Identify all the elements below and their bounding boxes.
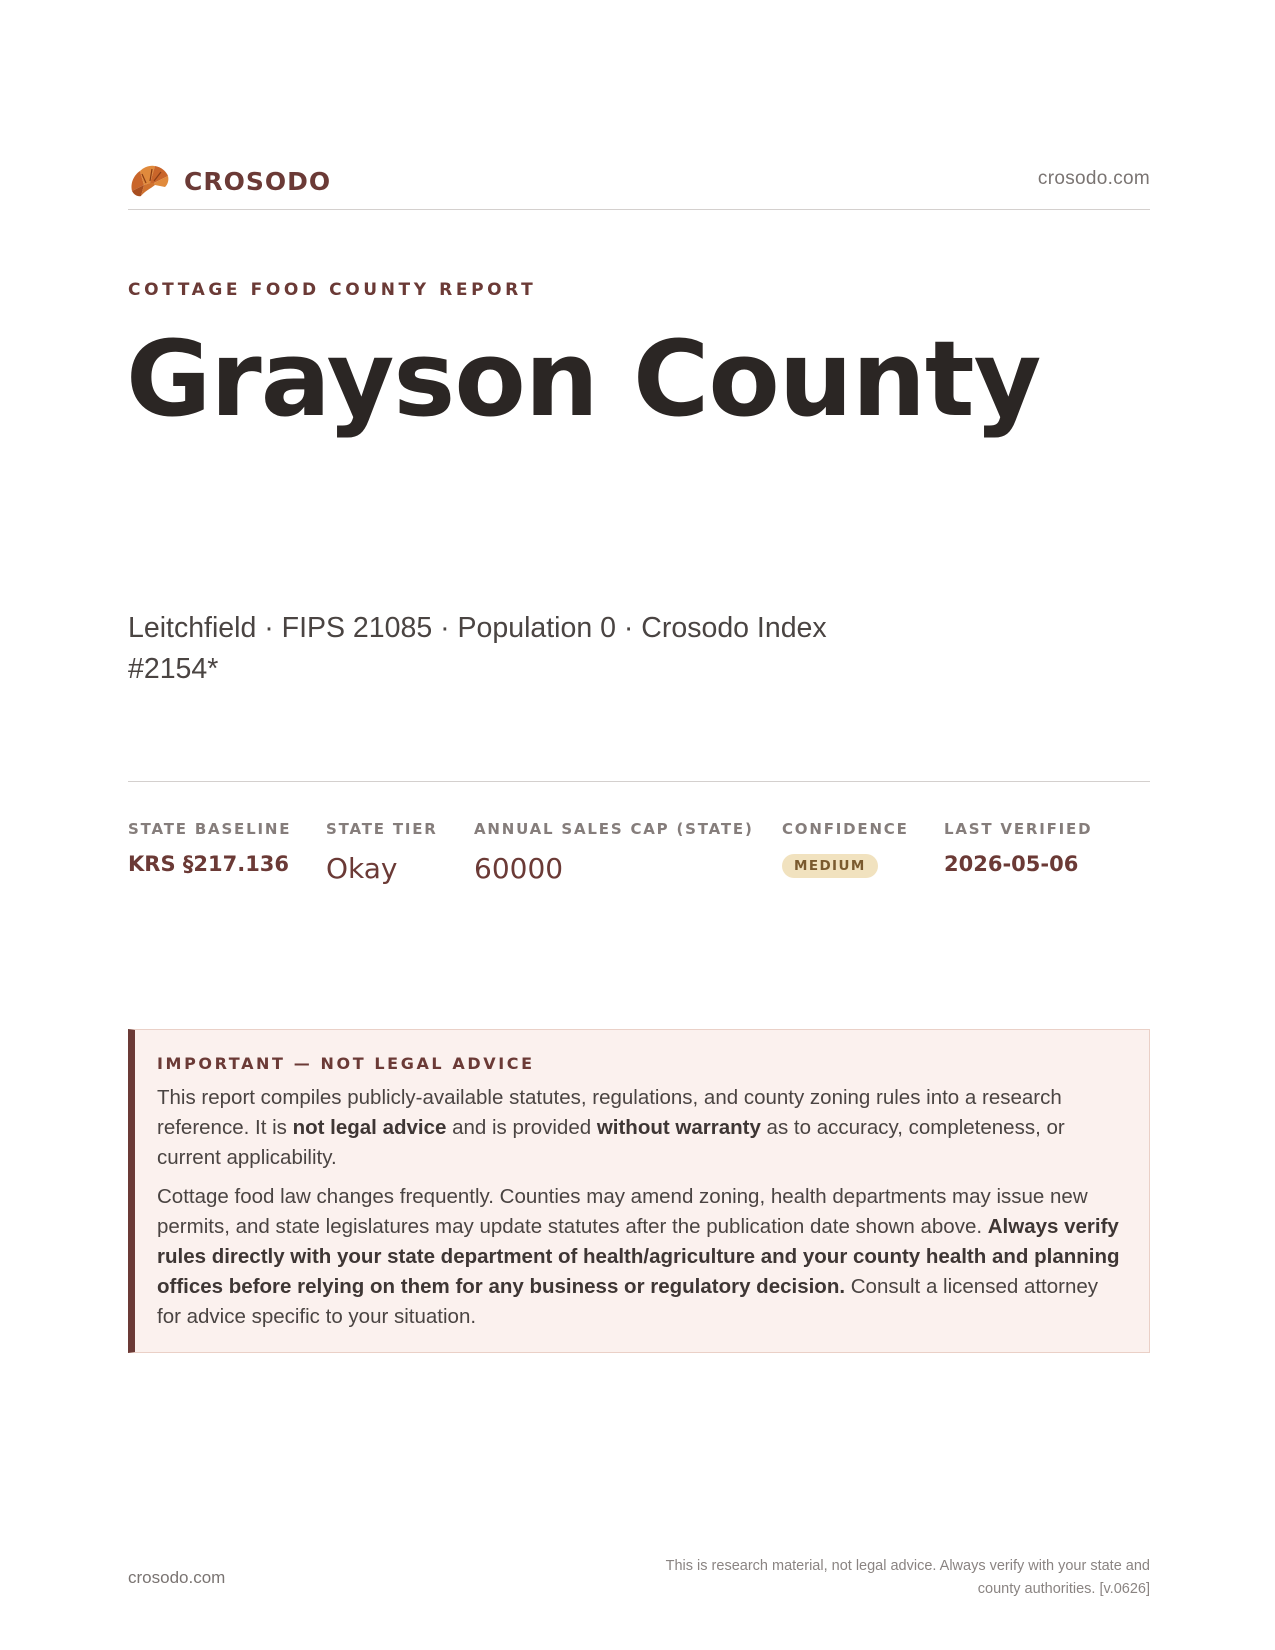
notice-text: and is provided — [446, 1116, 597, 1139]
legal-notice — [128, 1029, 1150, 1353]
meta-value: Okay — [326, 852, 398, 885]
notice-emphasis: without warranty — [596, 1116, 761, 1139]
report-page — [128, 0, 1150, 1650]
notice-emphasis: not legal advice — [292, 1116, 447, 1139]
brand[interactable] — [128, 161, 331, 201]
notice-text: This report compiles publicly-available statutes, regulations, and county zoning rules into a research reference. It is — [157, 1086, 1062, 1139]
notice-text: Consult a licensed attorney for advice specific to your situation. — [157, 1275, 1099, 1328]
meta-last-verified — [944, 820, 1092, 876]
meta-state-baseline — [128, 820, 291, 876]
meta-value: KRS §217.136 — [128, 852, 290, 876]
notice-text: as to accuracy, completeness, or current applicability. — [157, 1116, 1065, 1169]
notice-text: Cottage food law changes frequently. Counties may amend zoning, health departments may issue new permits, and state legislatures may update statutes after the publication date shown above. — [157, 1185, 1088, 1238]
footer-site-url[interactable]: crosodo.com — [128, 1568, 226, 1587]
notice-paragraph — [157, 1083, 1123, 1173]
page-header — [128, 158, 1150, 210]
footer-disclaimer: This is research material, not legal advice. Always verify with your state and county authorities. [v.0626] — [665, 1558, 1150, 1597]
meta-label: CONFIDENCE — [782, 820, 909, 838]
croissant-icon — [128, 161, 170, 201]
notice-title: IMPORTANT — NOT LEGAL ADVICE — [157, 1054, 535, 1073]
meta-state-tier — [326, 820, 438, 885]
notice-emphasis: Always verify rules directly with your state department of health/agriculture and your county health and planning offices before relying on them for any business or regulatory decision. — [157, 1215, 1120, 1298]
page-title: Grayson County — [126, 318, 1041, 440]
section-divider — [128, 781, 1150, 782]
meta-confidence — [782, 820, 909, 878]
meta-label: ANNUAL SALES CAP (STATE) — [474, 820, 754, 838]
confidence-badge: MEDIUM — [782, 854, 878, 878]
site-url-link[interactable]: crosodo.com — [1037, 168, 1150, 189]
brand-name: CROSODO — [184, 166, 332, 196]
meta-label: STATE TIER — [326, 820, 438, 838]
meta-annual-sales-cap — [474, 820, 754, 885]
meta-value: 60000 — [474, 852, 564, 885]
report-subtitle: Leitchfield · FIPS 21085 · Population 0 · Crosodo Index #2154* — [128, 612, 827, 685]
notice-paragraph — [157, 1182, 1123, 1332]
report-eyebrow: COTTAGE FOOD COUNTY REPORT — [128, 280, 537, 300]
meta-label: LAST VERIFIED — [944, 820, 1093, 838]
meta-value: 2026-05-06 — [944, 852, 1079, 876]
meta-label: STATE BASELINE — [128, 820, 292, 838]
